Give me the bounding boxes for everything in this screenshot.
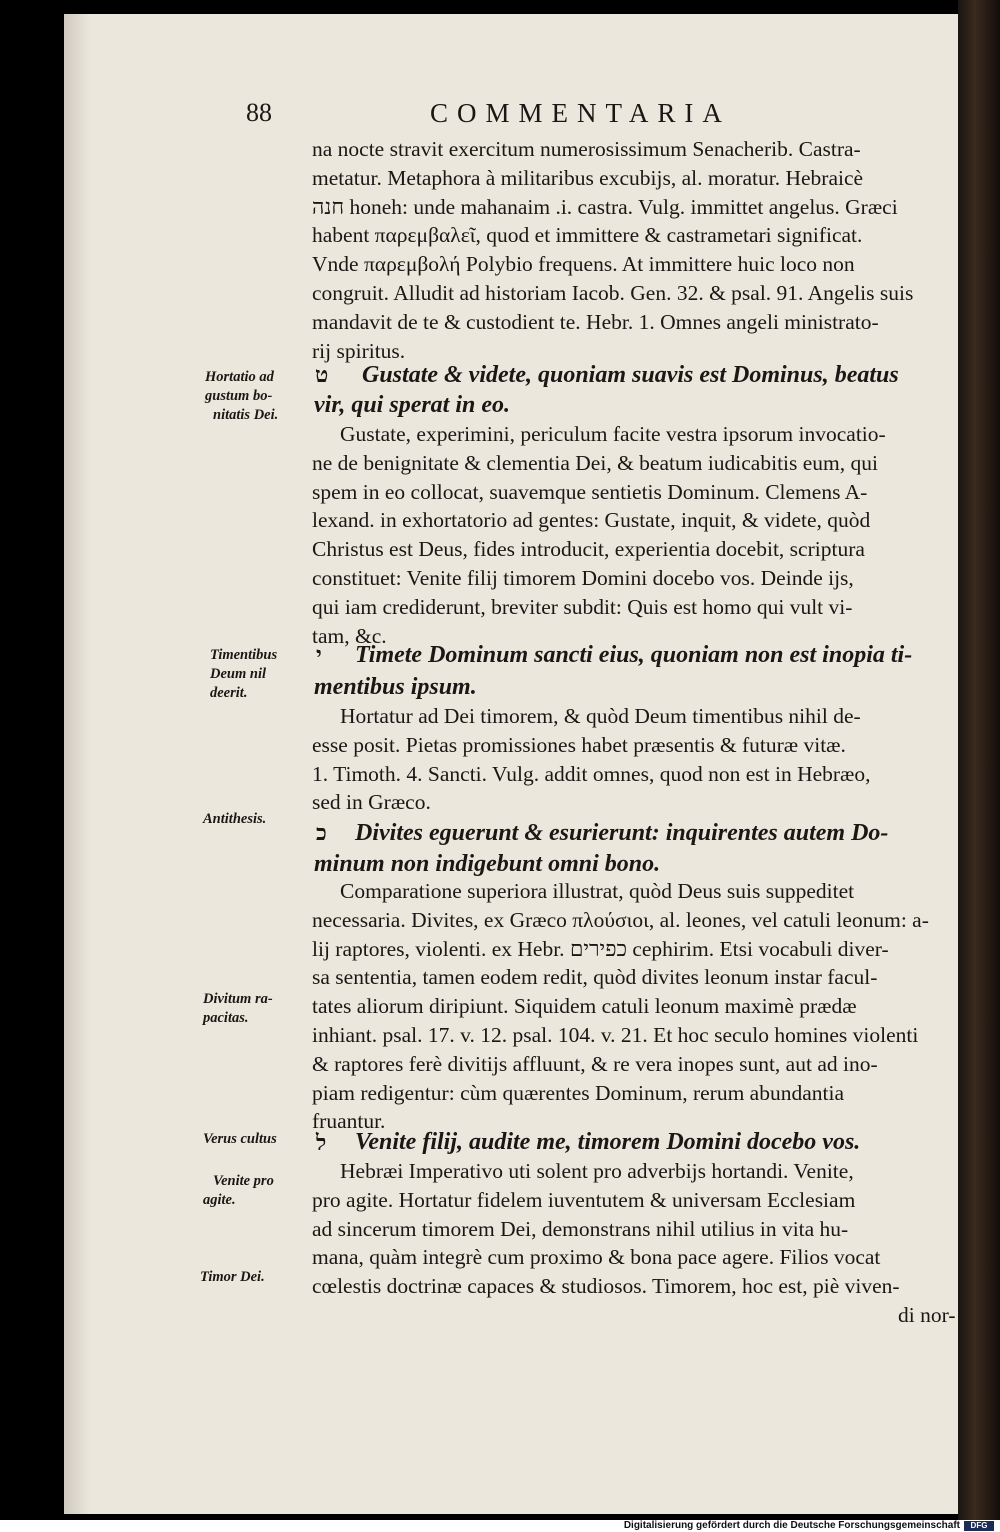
book-binding-edge <box>958 0 1000 1520</box>
text-line: qui iam crediderunt, breviter subdit: Quis est homo qui vult vi- <box>312 594 853 619</box>
text-line: constituet: Venite filij timorem Domini docebo vos. Deinde ijs, <box>312 565 854 590</box>
margin-note-line: Divitum ra- <box>203 991 273 1007</box>
text-line: lexand. in exhortatorio ad gentes: Gustate, inquit, & videte, quòd <box>312 508 871 533</box>
text-line: Hebræi Imperativo uti solent pro adverbijs hortandi. Venite, <box>340 1159 854 1183</box>
commentary-block-4 <box>312 877 929 1136</box>
margin-note-line: pacitas. <box>203 1010 249 1026</box>
commentary-block-2 <box>312 420 886 650</box>
text-line: rij spiritus. <box>312 338 406 363</box>
text-line: congruit. Alludit ad historiam Iacob. Gen. 32. & psal. 91. Angelis suis <box>312 280 914 305</box>
catchword: di nor- <box>898 1303 956 1327</box>
running-head: COMMENTARIA <box>430 98 731 128</box>
margin-note-line: nitatis Dei. <box>213 407 279 423</box>
margin-note-line: Verus cultus <box>203 1131 277 1147</box>
psalm-verse-2 <box>355 640 912 670</box>
margin-note-line: agite. <box>203 1192 236 1208</box>
psalm-verse-1 <box>362 360 899 390</box>
text-line: spem in eo collocat, suavemque sentietis Dominum. Clemens A- <box>312 479 868 504</box>
psalm-verse-2-cont <box>314 672 477 702</box>
verse-line: vir, qui sperat in eo. <box>314 392 511 418</box>
verse-line: Divites eguerunt & esurierunt: inquirentes autem Do- <box>355 820 889 846</box>
text-line: & raptores ferè divitijs affluunt, & re vera inopes sunt, aut ad ino- <box>312 1051 878 1076</box>
commentary-block-5 <box>312 1157 900 1301</box>
margin-note-line: Timor Dei. <box>200 1269 265 1285</box>
margin-note-line: Deum nil <box>210 666 266 682</box>
text-line: sed in Græco. <box>312 790 431 815</box>
text-line: ne de benignitate & clementia Dei, & beatum iudicabitis eum, qui <box>312 450 879 475</box>
margin-note-line: Timentibus <box>210 647 278 663</box>
margin-note <box>203 1172 274 1210</box>
text-line: esse posit. Pietas promissiones habet præsentis & futuræ vitæ. <box>312 732 846 757</box>
text-line: cœlestis doctrinæ capaces & studiosos. Timorem, hoc est, piè viven- <box>312 1274 900 1299</box>
margin-note-line: Antithesis. <box>203 811 267 827</box>
commentary-block-1 <box>312 135 913 365</box>
hebrew-verse-letter: ל <box>316 1130 327 1155</box>
margin-note <box>200 1268 265 1287</box>
hebrew-verse-letter: ט <box>315 362 329 387</box>
dfg-logo: DFG <box>964 1521 994 1531</box>
verse-line: mentibus ipsum. <box>314 674 477 700</box>
footer-credit: Digitalisierung gefördert durch die Deutsche Forschungsgemeinschaft <box>623 1520 960 1531</box>
margin-note-line: gustum bo- <box>205 388 273 404</box>
margin-note-line: deerit. <box>210 685 248 701</box>
margin-note-line: Hortatio ad <box>205 369 274 385</box>
text-line: ad sincerum timorem Dei, demonstrans nihil utilius in vita hu- <box>312 1216 849 1241</box>
text-line: Gustate, experimini, periculum facite vestra ipsorum invocatio- <box>340 422 886 446</box>
text-line: mana, quàm integrè cum proximo & bona pace agere. Filios vocat <box>312 1245 881 1270</box>
text-line: fruantur. <box>312 1109 386 1134</box>
psalm-verse-3-cont <box>314 849 660 879</box>
psalm-verse-1-cont <box>314 390 510 420</box>
verse-line: Gustate & videte, quoniam suavis est Dominus, beatus <box>362 362 899 388</box>
text-line: tates aliorum diripiunt. Siquidem catuli leonum maximè prædæ <box>312 994 857 1019</box>
margin-note <box>205 368 278 425</box>
verse-line: minum non indigebunt omni bono. <box>314 851 661 877</box>
hebrew-verse-letter: כ <box>316 820 327 845</box>
text-line: 1. Timoth. 4. Sancti. Vulg. addit omnes, quod non est in Hebræo, <box>312 761 871 786</box>
psalm-verse-3 <box>355 818 888 848</box>
text-line: חנה honeh: unde mahanaim .i. castra. Vulg. immittet angelus. Græci <box>312 194 898 219</box>
text-line: mandavit de te & custodient te. Hebr. 1. Omnes angeli ministrato- <box>312 309 879 334</box>
hebrew-verse-letter: י <box>316 642 322 667</box>
text-line: inhiant. psal. 17. v. 12. psal. 104. v. 21. Et hoc seculo homines violenti <box>312 1022 919 1047</box>
margin-note <box>210 646 277 703</box>
text-line: na nocte stravit exercitum numerosissimum Senacherib. Castra- <box>312 137 861 161</box>
text-line: lij raptores, violenti. ex Hebr. כפירים cephirim. Etsi vocabuli diver- <box>312 936 889 961</box>
verse-line: Timete Dominum sancti eius, quoniam non est inopia ti- <box>355 642 913 668</box>
text-line: sa sententia, tamen eodem redit, quòd divites leonum instar facul- <box>312 965 878 990</box>
psalm-verse-4 <box>355 1127 860 1157</box>
text-line: habent παρεμβαλεῖ, quod et immittere & castrametari significat. <box>312 223 863 248</box>
text-line: Christus est Deus, fides introducit, experientia docebit, scriptura <box>312 537 865 562</box>
verse-line: Venite filij, audite me, timorem Domini docebo vos. <box>355 1129 861 1155</box>
margin-note <box>203 810 266 829</box>
text-line: pro agite. Hortatur fidelem iuventutem & universam Ecclesiam <box>312 1187 856 1212</box>
commentary-block-3 <box>312 702 871 817</box>
text-line: piam redigentur: cùm quærentes Dominum, rerum abundantia <box>312 1080 844 1105</box>
text-line: Comparatione superiora illustrat, quòd Deus suis suppeditet <box>340 879 855 903</box>
page-number: 88 <box>246 98 272 127</box>
text-line: necessaria. Divites, ex Græco πλούσιοι, al. leones, vel catuli leonum: a- <box>312 907 929 932</box>
margin-note <box>203 990 273 1028</box>
margin-note-line: Venite pro <box>213 1173 274 1189</box>
text-line: metatur. Metaphora à militaribus excubijs, al. moratur. Hebraicè <box>312 165 864 190</box>
text-line: tam, &c. <box>312 623 387 648</box>
text-line: Vnde παρεμβολή Polybio frequens. At immittere huic loco non <box>312 252 855 277</box>
margin-note <box>203 1130 277 1149</box>
text-line: Hortatur ad Dei timorem, & quòd Deum timentibus nihil de- <box>340 704 861 728</box>
